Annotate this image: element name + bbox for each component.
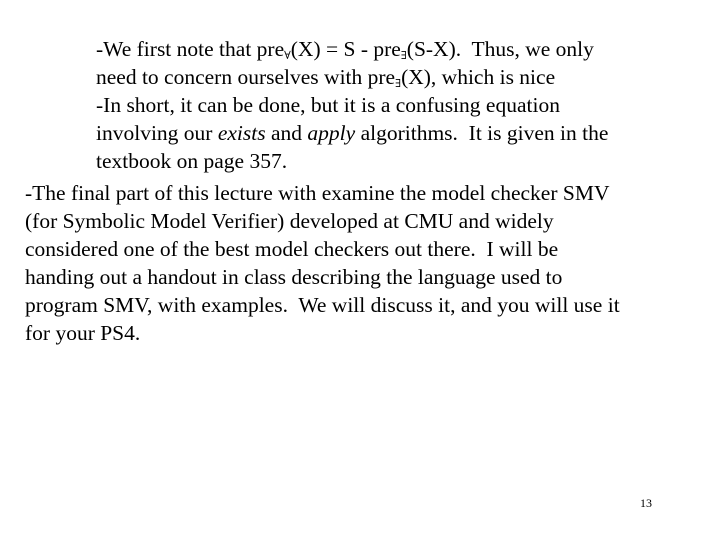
note-line-pre-definition [96,35,608,63]
main-line: (for Symbolic Model Verifier) developed at CMU and widely [25,209,554,233]
text-segment: need to concern ourselves with pre [96,65,396,89]
text-segment: algorithms. It is given in the [355,121,609,145]
exists-subscript: ∃ [395,78,402,90]
main-line: -The final part of this lecture with examine the model checker SMV [25,181,610,205]
exists-subscript: ∃ [400,50,407,62]
emphasis-exists: exists [217,121,266,145]
note-line-concern [96,63,608,91]
main-paragraph [25,179,620,347]
text-segment: (X) = S - pre [290,37,401,61]
text-segment: involving our [96,121,218,145]
note-line-textbook: textbook on page 357. [96,149,288,173]
main-line: handing out a handout in class describing the language used to [25,265,563,289]
forall-subscript: ∀ [284,50,291,62]
emphasis-apply: apply [307,121,356,145]
main-line: program SMV, with examples. We will discuss it, and you will use it [25,293,620,317]
page-number: 13 [640,496,652,510]
text-segment: and [265,121,308,145]
note-line-algorithms [96,119,608,147]
text-segment: (X), which is nice [401,65,556,89]
text-segment: (S-X). Thus, we only [406,37,594,61]
main-line: considered one of the best model checkers out there. I will be [25,237,559,261]
text-segment: -We first note that pre [96,37,285,61]
indented-notes [96,35,608,175]
note-line-in-short: -In short, it can be done, but it is a confusing equation [96,93,560,117]
main-line: for your PS4. [25,321,141,345]
